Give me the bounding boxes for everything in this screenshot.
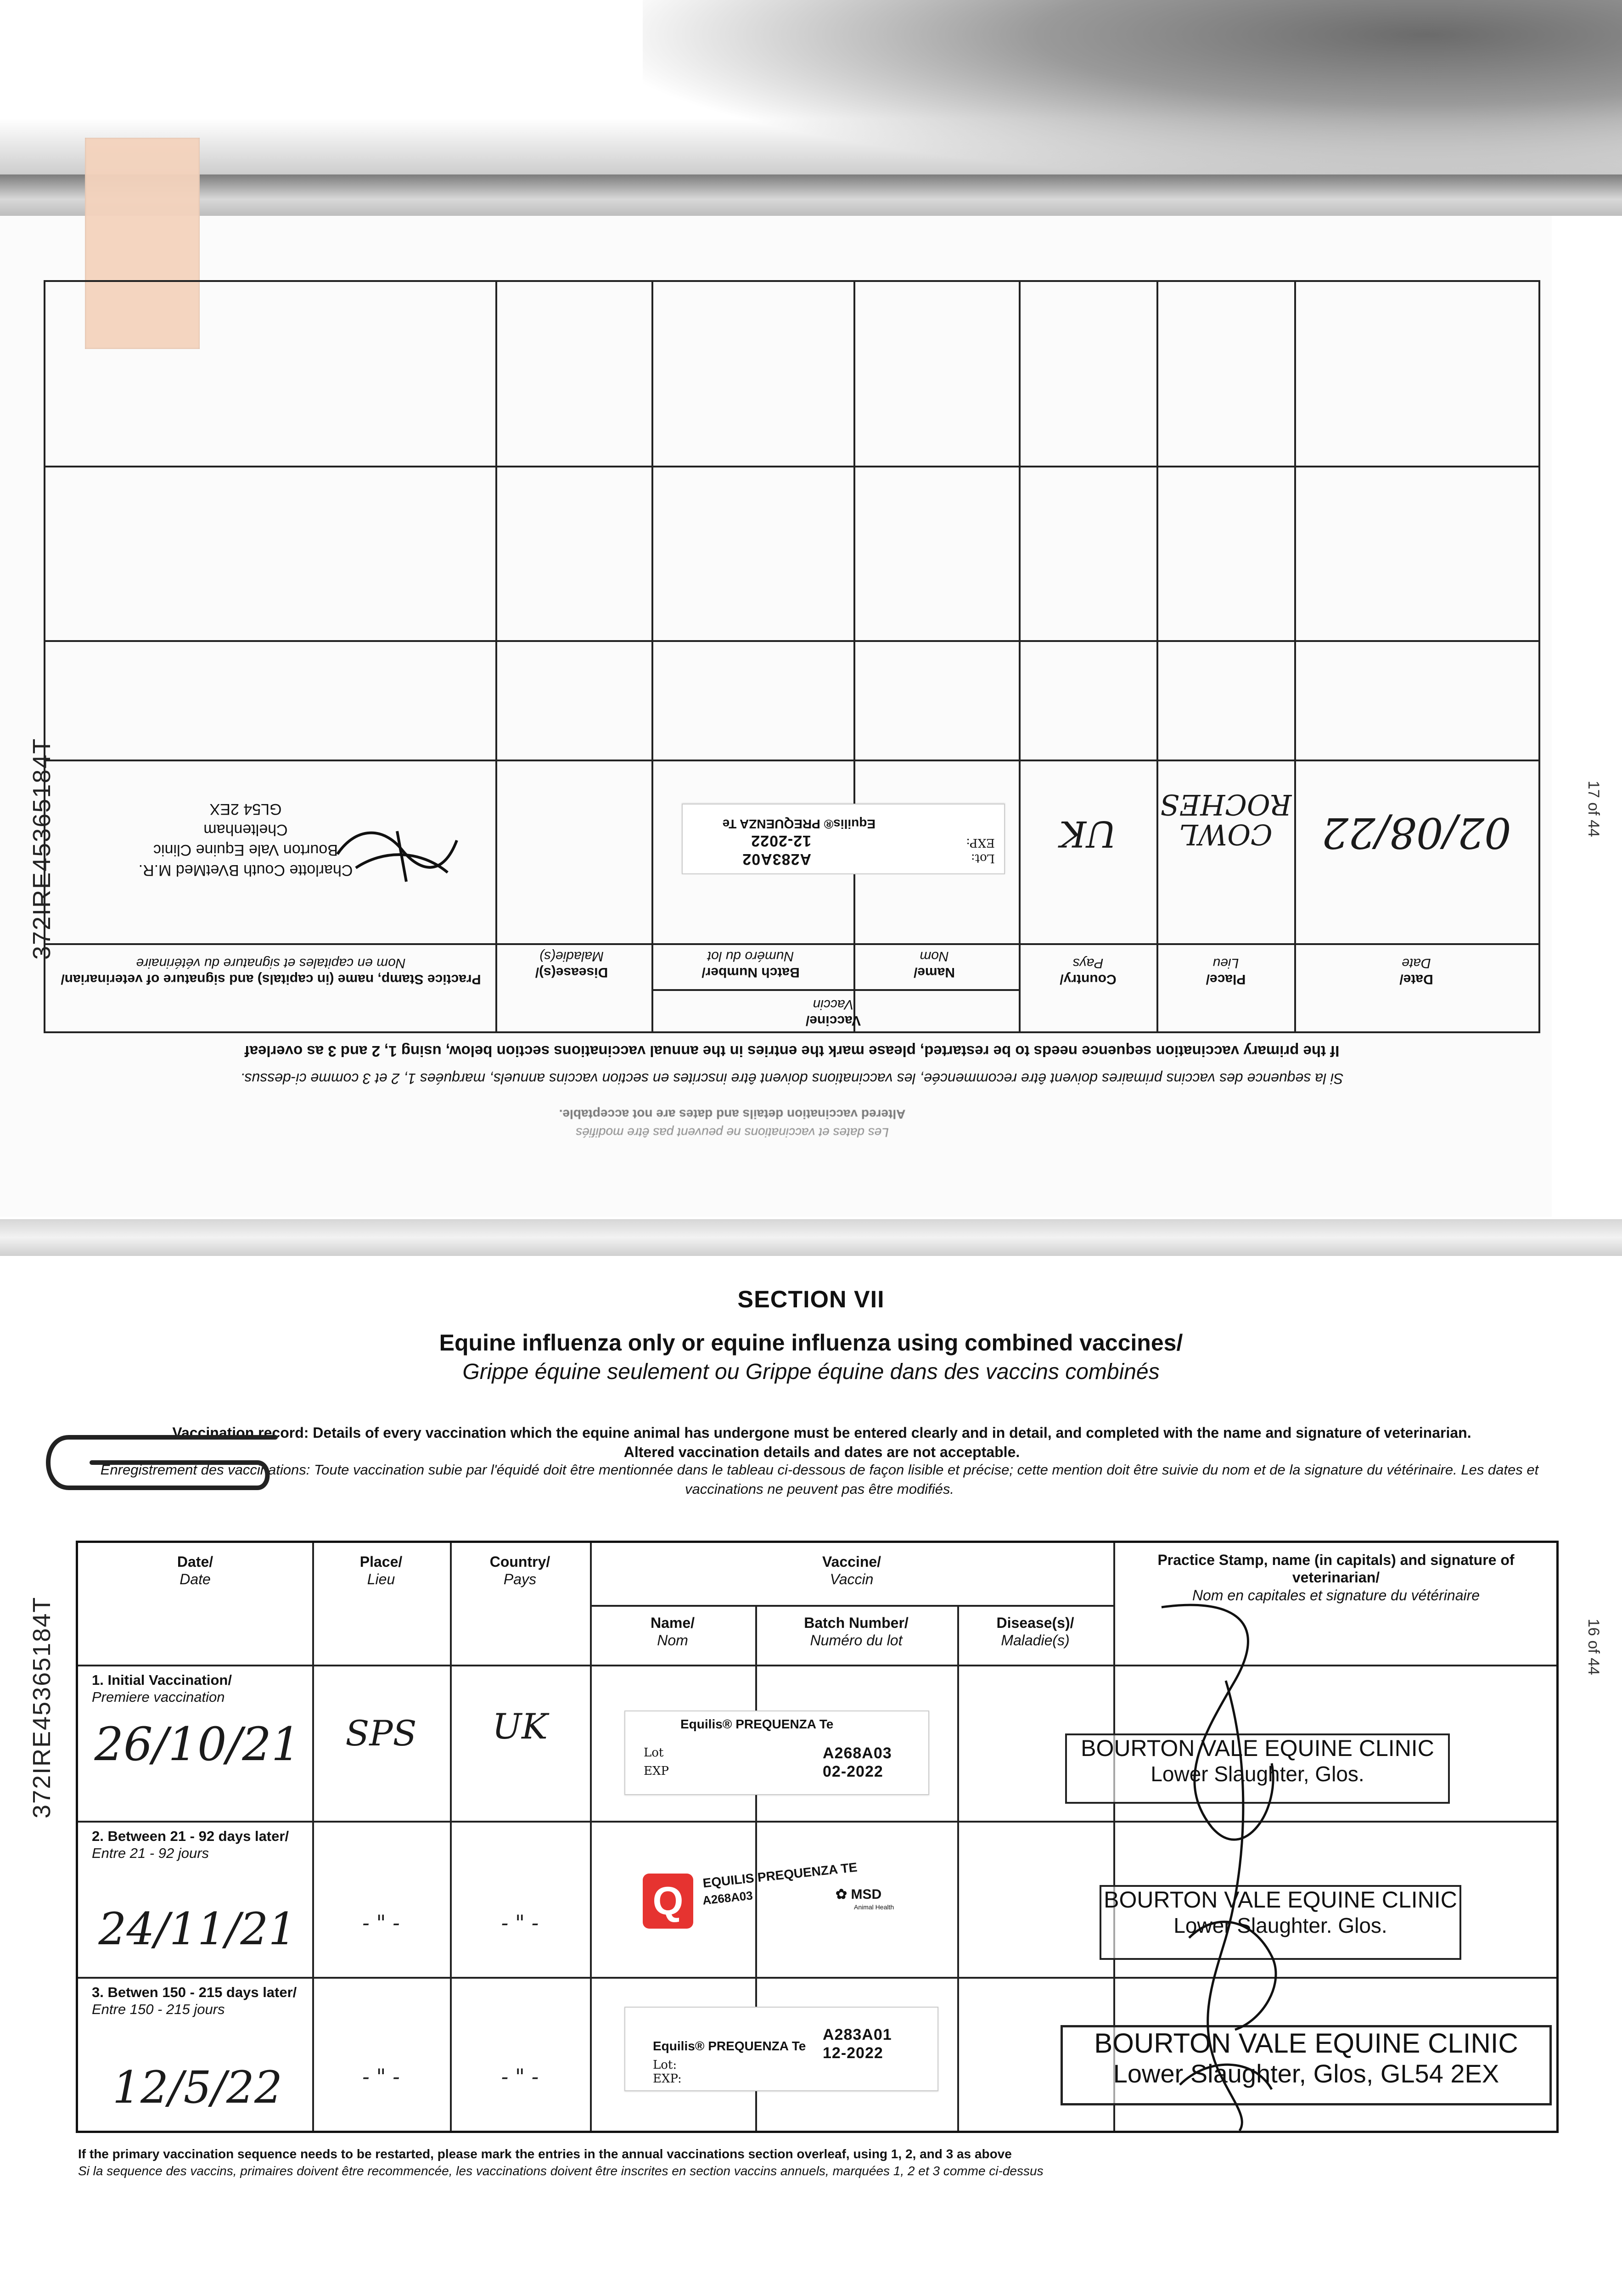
row2-country: - " - — [501, 1910, 539, 1935]
paper-clip-icon — [28, 1419, 285, 1506]
top-faint-line-fr: Les dates et vaccinations ne peuvent pas être modifiés — [576, 1125, 889, 1140]
col-country: Country/ Pays — [489, 1553, 550, 1588]
row2-label: 2. Between 21 - 92 days later/ Entre 21 - 92 jours — [92, 1828, 289, 1862]
record-text-en: Vaccination record: Details of every vaccination which the equine animal has undergone must be entered clearly and in detail, and completed with the name and signature of veterinarian. Altered vaccination details and dates are not acceptable. — [172, 1424, 1471, 1460]
row3-vaccine-sticker: Equilis® PREQUENZA Te Lot: EXP: A283A01 12-2022 — [624, 2007, 938, 2091]
binder-rail — [0, 174, 1622, 216]
col-batch: Batch Number/ Numéro du lot — [804, 1615, 909, 1649]
row1-label: 1. Initial Vaccination/ Premiere vaccination — [92, 1672, 232, 1705]
top-col-name: Name/ Nom — [913, 949, 955, 980]
top-header-line-fr: Si la sequence des vaccins primaires doivent être recommencée, les vaccinations doivent être inscrites en section vaccins annuels, marquées 1, 2 et 3 comme ci-dessus. — [240, 1070, 1344, 1087]
row2-clinic-stamp: BOURTON VALE EQUINE CLINIC Lower Slaughter. Glos. — [1100, 1885, 1461, 1960]
row2-place: - " - — [362, 1910, 400, 1935]
top-col-disease: Disease(s)/ Maladie(s) — [535, 949, 608, 980]
page-number-bottom: 16 of 44 — [1585, 1619, 1602, 1675]
vaccination-table — [76, 1541, 1559, 2133]
footnote-en: If the primary vaccination sequence needs to be restarted, please mark the entries in the annual vaccinations section overleaf, using 1, 2, and 3 as above — [78, 2147, 1012, 2161]
col-name: Name/ Nom — [650, 1615, 695, 1649]
row1-place: SPS — [345, 1713, 417, 1754]
document-id-bottom: 372IRE45365184T — [28, 1596, 56, 1818]
heading-fr: Grippe équine seulement ou Grippe équine dans des vaccins combinés — [462, 1360, 1160, 1384]
heading-en: Equine influenza only or equine influenza using combined vaccines/ — [439, 1330, 1183, 1356]
top-entry-date: 02/08/22 — [1321, 808, 1511, 857]
row2-vaccine-sticker: Q EQUILIS PREQUENZA TE A268A03 ✿ MSD Animal Health — [643, 1860, 937, 1929]
row3-clinic-stamp: BOURTON VALE EQUINE CLINIC Lower Slaughter, Glos, GL54 2EX — [1061, 2025, 1552, 2105]
col-disease: Disease(s)/ Maladie(s) — [996, 1615, 1074, 1649]
page-number-top: 17 of 44 — [1585, 781, 1602, 837]
top-vaccination-table — [44, 280, 1540, 1033]
top-col-place: Place/ Lieu — [1206, 956, 1246, 987]
col-stamp: Practice Stamp, name (in capitals) and signature of veterinarian/ Nom en capitales et signature du vétérinaire — [1157, 1552, 1515, 1604]
footnote-fr: Si la sequence des vaccins, primaires doivent être recommencée, les vaccinations doivent être inscrites en section vaccins annuels, marquées 1, 2 et 3 comme ci-dessus — [78, 2164, 1044, 2178]
top-col-batch: Batch Number/ Numéro du lot — [702, 949, 800, 980]
passport-spine — [0, 1219, 1622, 1256]
top-col-country: Country/ Pays — [1060, 956, 1117, 987]
top-col-vaccine: Vaccine/ Vaccin — [805, 997, 861, 1028]
document-id-top: 372IRE45365184T — [28, 737, 56, 960]
col-vaccine: Vaccine/ Vaccin — [822, 1553, 881, 1588]
row2-q-logo-icon: Q — [643, 1874, 693, 1929]
row3-country: - " - — [501, 2064, 539, 2089]
row1-date: 26/10/21 — [94, 1717, 301, 1771]
top-vet-stamp: Charlotte Couth BVetMed M.R. Bourton Vale Equine Clinic Cheltenham GL54 2EX — [138, 800, 353, 879]
row3-date: 12/5/22 — [112, 2062, 283, 2113]
top-entry-country: UK — [1060, 813, 1117, 854]
top-page — [44, 280, 1540, 1189]
scanner-shadow-blob — [643, 0, 1622, 174]
vet-signature-icon — [1134, 1589, 1373, 2135]
row3-label: 3. Betwen 150 - 215 days later/ Entre 150 - 215 jours — [92, 1984, 297, 2018]
top-vet-signature-icon — [328, 822, 466, 886]
top-header-line-en: If the primary vaccination sequence needs to be restarted, please mark the entries in the annual vaccinations section below, using 1, 2 and 3 as overleaf — [244, 1043, 1340, 1060]
section-title: SECTION VII — [737, 1286, 885, 1313]
row1-vaccine-sticker: Equilis® PREQUENZA Te Lot EXP A268A03 02-2022 — [624, 1711, 929, 1795]
top-faint-line-en: Altered vaccination details and dates are not acceptable. — [559, 1107, 906, 1121]
row2-date: 24/11/21 — [98, 1903, 297, 1955]
top-entry-place: COWL ROCHES — [1160, 788, 1292, 852]
row1-clinic-stamp: BOURTON VALE EQUINE CLINIC Lower Slaughter, Glos. — [1065, 1733, 1450, 1804]
msd-logo-icon: ✿ MSD — [836, 1887, 882, 1902]
record-text-fr: Enregistrement des vaccinations: Toute vaccination subie par l'équidé doit être mentionnée dans le tableau ci-dessous de façon lisible et précise; cette mention doit être suivie du nom et de la signature du vétérinaire. Les dates et vaccinations ne peuvent pas être modifiés. — [100, 1462, 1539, 1497]
col-date: Date/ Date — [177, 1553, 213, 1588]
top-col-stamp: Practice Stamp, name (in capitals) and signature of veterinarian/ Nom en capitales et signature du vétérinaire — [61, 956, 481, 987]
col-place: Place/ Lieu — [359, 1553, 403, 1588]
row1-country: UK — [492, 1706, 548, 1747]
top-col-date: Date/ Date — [1399, 956, 1433, 987]
row3-place: - " - — [362, 2064, 400, 2089]
top-vaccine-sticker: Equilis® PREQUENZA Te Lot: EXP: A283A02 12-2022 — [682, 804, 1005, 874]
